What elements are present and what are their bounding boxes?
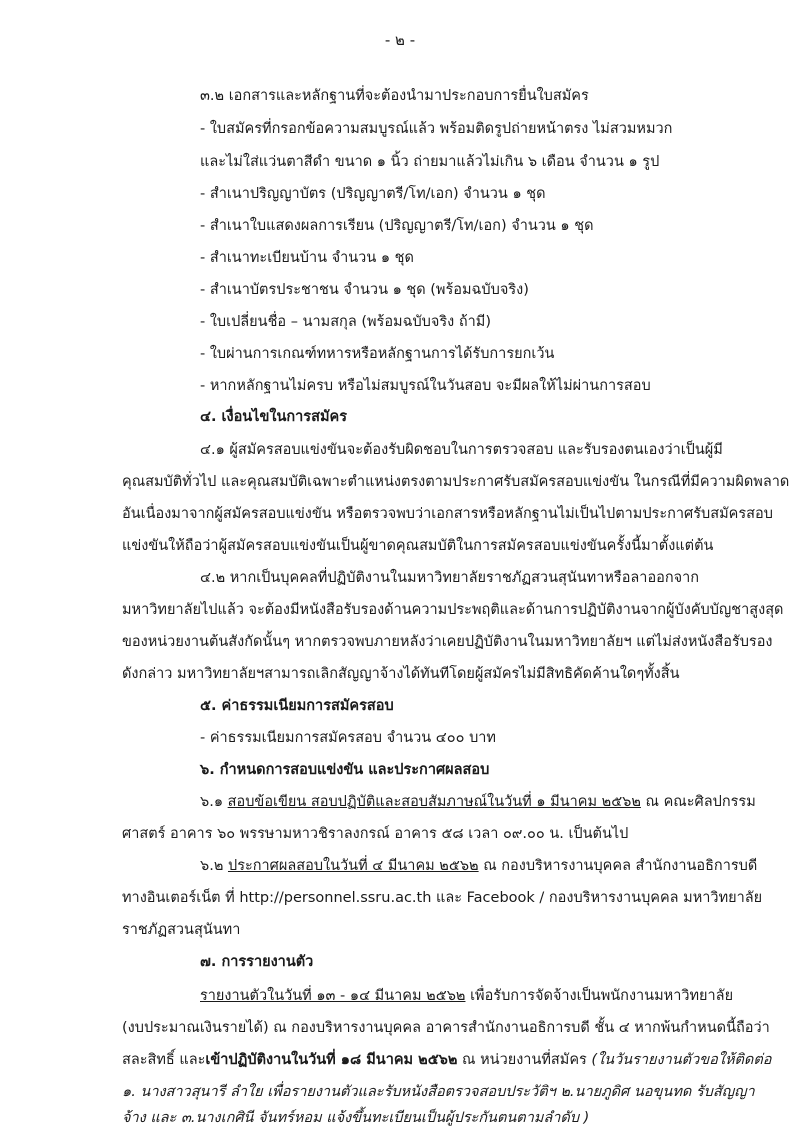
paragraph-line: ดังกล่าว มหาวิทยาลัยฯสามารถเลิกสัญญาจ้างได้ทันทีโดยผู้สมัครไม่มีสิทธิคัดค้านใดๆทั้งสิ้น <box>122 666 680 682</box>
paragraph-line: ศาสตร์ อาคาร ๖๐ พรรษามหาวชิราลงกรณ์ อาคาร ๕๘ เวลา ๐๙.๐๐ น. เป็นต้นไป <box>122 826 629 842</box>
document-list-item: - สำเนาทะเบียนบ้าน จำนวน ๑ ชุด <box>200 250 414 266</box>
paragraph-line: คุณสมบัติทั่วไป และคุณสมบัติเฉพาะตำแหน่งตรงตามประกาศรับสมัครสอบแข่งขัน ในกรณีที่มีความผิดพลาด <box>122 474 790 490</box>
page-number: - ๒ - <box>384 31 416 49</box>
paragraph-line: (งบประมาณเงินรายได้) ณ กองบริหารงานบุคคล อาคารสำนักงานอธิการบดี ชั้น ๔ หากพ้นกำหนดนี้ถือว่า <box>122 1020 770 1036</box>
exam-date-line <box>200 792 756 812</box>
document-list-item: - ใบผ่านการเกณฑ์ทหารหรือหลักฐานการได้รับการยกเว้น <box>200 346 555 362</box>
report-purpose: เพื่อรับการจัดจ้างเป็นพนักงานมหาวิทยาลัย <box>465 988 734 1004</box>
report-date-line <box>200 986 733 1006</box>
section-6-heading: ๖. กำหนดการสอบแข่งขัน และประกาศผลสอบ <box>200 762 490 778</box>
result-place: ณ กองบริหารงานบุคคล สำนักงานอธิการบดี <box>478 858 758 874</box>
section-3-2-heading: ๓.๒ เอกสารและหลักฐานที่จะต้องนำมาประกอบการยื่นใบสมัคร <box>200 88 589 104</box>
paragraph-line: อันเนื่องมาจากผู้สมัครสอบแข่งขัน หรือตรวจพบว่าเอกสารหรือหลักฐานไม่เป็นไปตามประกาศรับสมัครสอบ <box>122 506 773 522</box>
paragraph-line: ราชภัฏสวนสุนันทา <box>122 922 241 938</box>
paragraph-line: แข่งขันให้ถือว่าผู้สมัครสอบแข่งขันเป็นผู้ขาดคุณสมบัติในการสมัครสอบแข่งขันครั้งนี้มาตั้งแต่ต้น <box>122 538 714 554</box>
document-list-item: - ใบสมัครที่กรอกข้อความสมบูรณ์แล้ว พร้อมติดรูปถ่ายหน้าตรง ไม่สวมหมวก <box>200 121 673 137</box>
result-date-line <box>200 856 757 876</box>
start-work-line <box>122 1050 771 1070</box>
workplace-text: ณ หน่วยงานที่สมัคร <box>457 1052 592 1068</box>
contact-note: (ในวันรายงานตัวขอให้ติดต่อ <box>591 1052 772 1068</box>
document-list-item: - หากหลักฐานไม่ครบ หรือไม่สมบูรณ์ในวันสอบ จะมีผลให้ไม่ผ่านการสอบ <box>200 378 651 394</box>
exam-date-underlined: สอบข้อเขียน สอบปฏิบัติและสอบสัมภาษณ์ในวันที่ ๑ มีนาคม ๒๕๖๒ <box>227 794 641 810</box>
contact-note-line: ๑. นางสาวสุนารี ลำใย เพื่อรายงานตัวและรับหนังสือตรวจสอบประวัติฯ ๒.นายภูดิศ นอขุนทด รับสัญญา <box>122 1084 755 1100</box>
fee-line: - ค่าธรรมเนียมการสมัครสอบ จำนวน ๔๐๐ บาท <box>200 730 496 746</box>
report-date-underlined: รายงานตัวในวันที่ ๑๓ - ๑๔ มีนาคม ๒๕๖๒ <box>200 988 466 1004</box>
document-list-item: - สำเนาใบแสดงผลการเรียน (ปริญญาตรี/โท/เอก) จำนวน ๑ ชุด <box>200 218 594 234</box>
start-work-date: เข้าปฏิบัติงานในวันที่ ๑๘ มีนาคม ๒๕๖๒ <box>205 1052 458 1068</box>
section-7-heading: ๗. การรายงานตัว <box>200 954 314 970</box>
document-list-item: - สำเนาปริญญาบัตร (ปริญญาตรี/โท/เอก) จำนวน ๑ ชุด <box>200 186 546 202</box>
result-date-underlined: ประกาศผลสอบในวันที่ ๔ มีนาคม ๒๕๖๒ <box>227 858 479 874</box>
exam-item-number: ๖.๑ <box>200 794 228 810</box>
paragraph-line: ทางอินเตอร์เน็ต ที่ http://personnel.ssru.ac.th และ Facebook / กองบริหารงานบุคคล มหาวิทยาลัย <box>122 890 763 906</box>
document-list-item: และไม่ใส่แว่นตาสีดำ ขนาด ๑ นิ้ว ถ่ายมาแล้วไม่เกิน ๖ เดือน จำนวน ๑ รูป <box>200 154 660 170</box>
exam-place: ณ คณะศิลปกรรม <box>640 794 756 810</box>
result-item-number: ๖.๒ <box>200 858 228 874</box>
section-5-heading: ๕. ค่าธรรมเนียมการสมัครสอบ <box>200 698 394 714</box>
document-list-item: - สำเนาบัตรประชาชน จำนวน ๑ ชุด (พร้อมฉบับจริง) <box>200 282 529 298</box>
section-4-heading: ๔. เงื่อนไขในการสมัคร <box>200 409 347 425</box>
paragraph-line: ของหน่วยงานต้นสังกัดนั้นๆ หากตรวจพบภายหลังว่าเคยปฏิบัติงานในมหาวิทยาลัยฯ แต่ไม่ส่งหนังสือรับรอง <box>122 634 773 650</box>
paragraph-line: มหาวิทยาลัยไปแล้ว จะต้องมีหนังสือรับรองด้านความประพฤติและด้านการปฏิบัติงานจากผู้บังคับบัญชาสูงสุด <box>122 602 784 618</box>
contact-note-line: จ้าง และ ๓.นางเกศินี จันทร์หอม แจ้งขึ้นทะเบียนเป็นผู้ประกันตนตามลำดับ ) <box>122 1110 590 1126</box>
paragraph-line: ๔.๒ หากเป็นบุคคลที่ปฏิบัติงานในมหาวิทยาลัยราชภัฏสวนสุนันทาหรือลาออกจาก <box>200 570 700 586</box>
paragraph-line: ๔.๑ ผู้สมัครสอบแข่งขันจะต้องรับผิดชอบในการตรวจสอบ และรับรองตนเองว่าเป็นผู้มี <box>200 442 723 458</box>
forfeit-text: สละสิทธิ์ และ <box>122 1052 206 1068</box>
document-list-item: - ใบเปลี่ยนชื่อ – นามสกุล (พร้อมฉบับจริง ถ้ามี) <box>200 314 491 330</box>
